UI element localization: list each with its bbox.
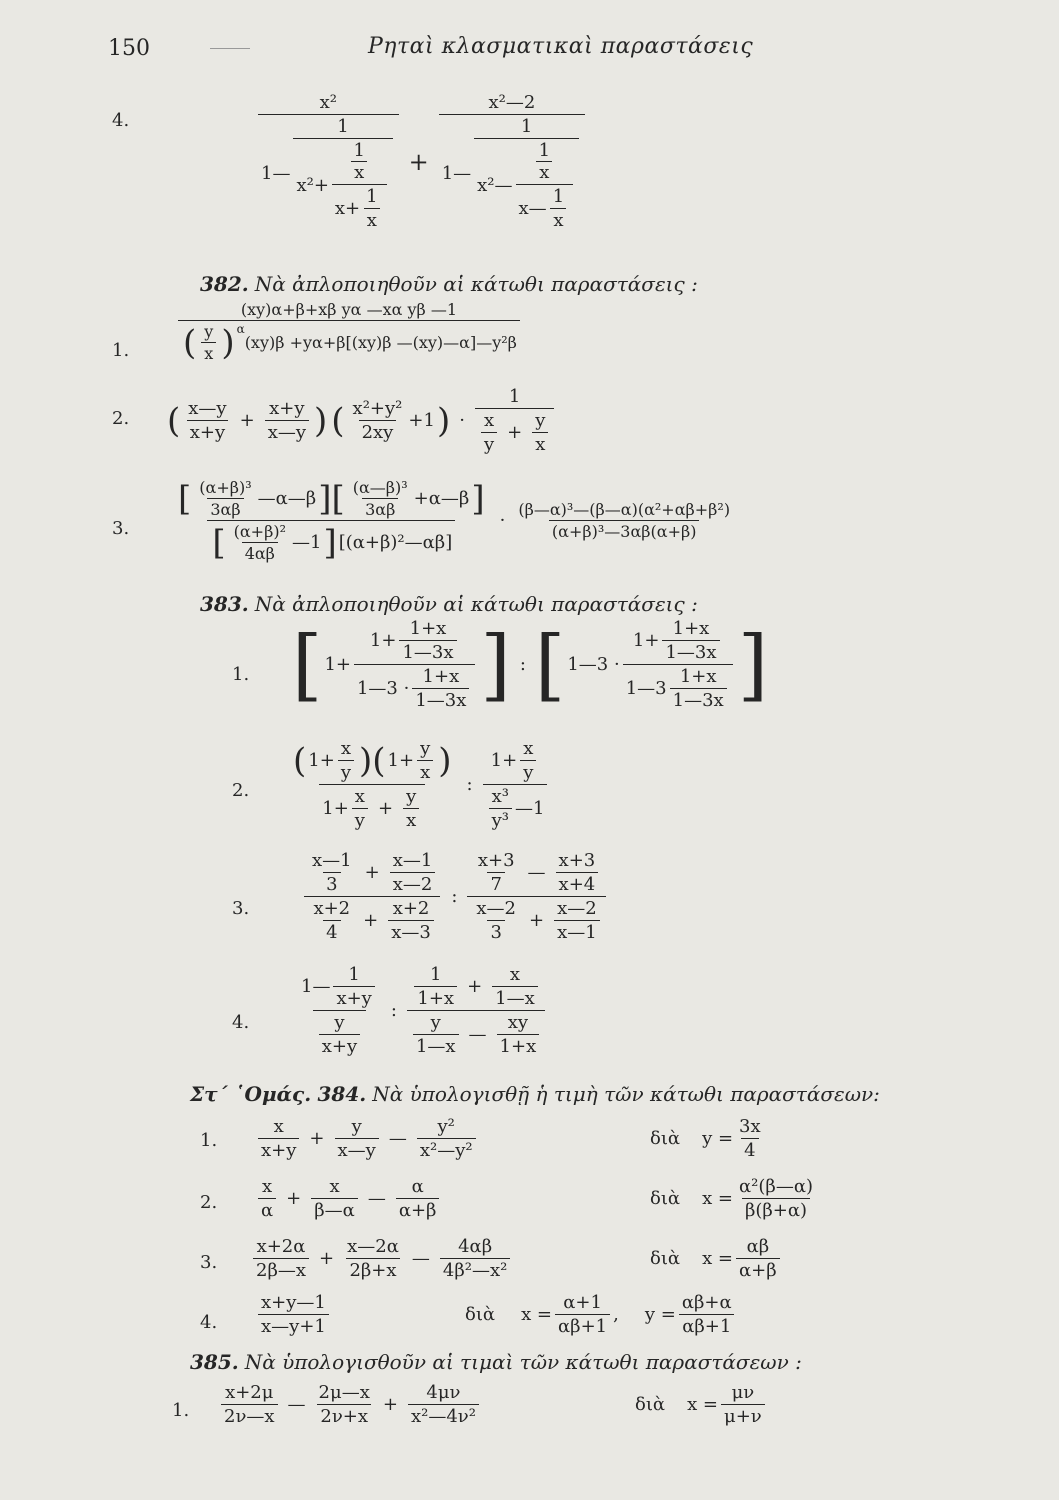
equation-383-1: [ 1+ 1+ $\frac{1+x}{1—3x}$ 1—3 · $\frac{1+x}{1—3x}$ ] : [ 1—3 · 1+ $\frac{1+x}{1—3x}$ 1—3 $\frac{1+x}{1—3x}$ ] — [292, 618, 769, 711]
equation-383-4: 1— $\frac{1}{x+y}$ $\frac{y}{x+y}$ : $\frac{1}{1+x}$ + $\frac{x}{1—x}$ $\frac{y}{1—x}$ — $\frac{xy}{1+x}$ — [295, 964, 548, 1057]
item-label: 2. — [232, 780, 250, 801]
equation-384-2: $\frac{x}{\alpha}$ + $\frac{x}{\beta—\alpha}$ — $\frac{\alpha}{\alpha+\beta}$ — [255, 1176, 442, 1221]
item-label: 1. — [232, 664, 250, 685]
fraction: x² 1— 1 x²+ 1 x x+ $\frac{1}{x}$ — [258, 92, 399, 231]
equation-385-1: $\frac{x+2\mu}{2\nu—x}$ — $\frac{2\mu—x}{2\nu+x}$ + $\frac{4\mu\nu}{\text{x²—4ν²}}$ — [218, 1382, 482, 1427]
section-heading-385: 385. Νὰ ὑπολογισθοῦν αἱ τιμαὶ τῶν κάτωθι παραστάσεων : — [190, 1350, 802, 1374]
equation-381-4: x² 1— 1 x²+ 1 x x+ $\frac{1}{x}$ + x²—2 1— 1 x²— 1 x x— $\frac{1}{x}$ — [255, 92, 588, 231]
item-label: 1. — [172, 1400, 190, 1421]
value-385-1: διὰ x = $\frac{\mu\nu}{\mu+\nu}$ — [635, 1382, 768, 1427]
value-384-4: διὰ x = $\frac{\alpha+1}{\alpha\beta+1}$ , y = $\frac{\alpha\beta+\alpha}{\alpha\beta+1}$ — [465, 1292, 738, 1337]
running-title: Ρηταὶ κλασματικαὶ παραστάσεις — [368, 34, 754, 59]
fraction: x²—2 1— 1 x²— 1 x x— $\frac{1}{x}$ — [439, 92, 585, 231]
equation-382-1: (xy)α+β+xβ yα —xα yβ —1 ( $\frac{y}{x}$ ) α (xy)β +yα+β[(xy)β —(xy)—α]—y²β — [175, 300, 523, 363]
section-heading-383: 383. Νὰ ἀπλοποιηθοῦν αἱ κάτωθι παραστάσεις : — [200, 592, 698, 616]
header-rule — [210, 48, 250, 49]
equation-384-4: $\frac{x+y—1}{x—y+1}$ — [255, 1292, 332, 1337]
item-label: 4. — [200, 1312, 218, 1333]
equation-383-3: $\frac{x—1}{3}$ + $\frac{x—1}{x—2}$ $\frac{x+2}{4}$ + $\frac{x+2}{x—3}$ : $\frac{x+3}{7}$ — $\frac{x+3}{x+4}$ $\frac{x—2}{3}$ + $\frac{x—2}{x—1}$ — [300, 850, 609, 943]
section-heading-384: Στ´ ῾Ομάς. 384. Νὰ ὑπολογισθῇ ἡ τιμὴ τῶν κάτωθι παραστάσεων: — [190, 1082, 880, 1106]
equation-383-2: ( 1+ $\frac{x}{y}$ )( 1+ $\frac{y}{x}$ ) 1+ $\frac{x}{y}$ + $\frac{y}{x}$ : 1+ $\frac{x}{y}$ $\frac{\text{x³}}{\text{y³}}$ —1 — [285, 738, 550, 831]
item-label: 3. — [232, 898, 250, 919]
item-label: 4. — [112, 110, 130, 131]
equation-384-3: $\frac{x+2\alpha}{2\beta—x}$ + $\frac{x—2\alpha}{2\beta+x}$ — $\frac{4\alpha\beta}{\text{4β²—x²}}$ — [250, 1236, 513, 1281]
section-heading-382: 382. Νὰ ἀπλοποιηθοῦν αἱ κάτωθι παραστάσεις : — [200, 272, 698, 296]
equation-382-3: [ $\frac{\text{(α+β)³}}{3\alpha\beta}$ —α—β ][ $\frac{\text{(α—β)³}}{3\alpha\beta}$ +α—β ] [ $\frac{\text{(α+β)²}}{4\alpha\beta}$ —1 ] [(α+β)²—αβ] · $\frac{\text{(β—α)³—(β—α)(α²+αβ+β²)}}{\text{(α+β)³—3αβ(α+β)}}$ — [178, 478, 731, 563]
item-label: 2. — [112, 408, 130, 429]
item-label: 2. — [200, 1192, 218, 1213]
item-label: 1. — [112, 340, 130, 361]
item-label: 1. — [200, 1130, 218, 1151]
item-label: 4. — [232, 1012, 250, 1033]
value-384-3: διὰ x = $\frac{\alpha\beta}{\alpha+\beta}$ — [650, 1236, 783, 1281]
equation-384-1: $\frac{x}{x+y}$ + $\frac{y}{x—y}$ — $\frac{\text{y²}}{\text{x²—y²}}$ — [255, 1116, 479, 1161]
value-384-2: διὰ x = $\frac{\text{α²(β—α)}}{\beta(\beta+\alpha)}$ — [650, 1176, 814, 1221]
equation-382-2: ( $\frac{x—y}{x+y}$ + $\frac{x+y}{x—y}$ ) ( $\frac{\text{x²+y²}}{2xy}$ +1 ) · 1 $\frac{x}{y}$ + $\frac{y}{x}$ — [165, 386, 557, 455]
item-label: 3. — [200, 1252, 218, 1273]
item-label: 3. — [112, 518, 130, 539]
value-384-1: διὰ y = $\frac{3x}{4}$ — [650, 1116, 761, 1161]
page-number: 150 — [108, 36, 150, 61]
